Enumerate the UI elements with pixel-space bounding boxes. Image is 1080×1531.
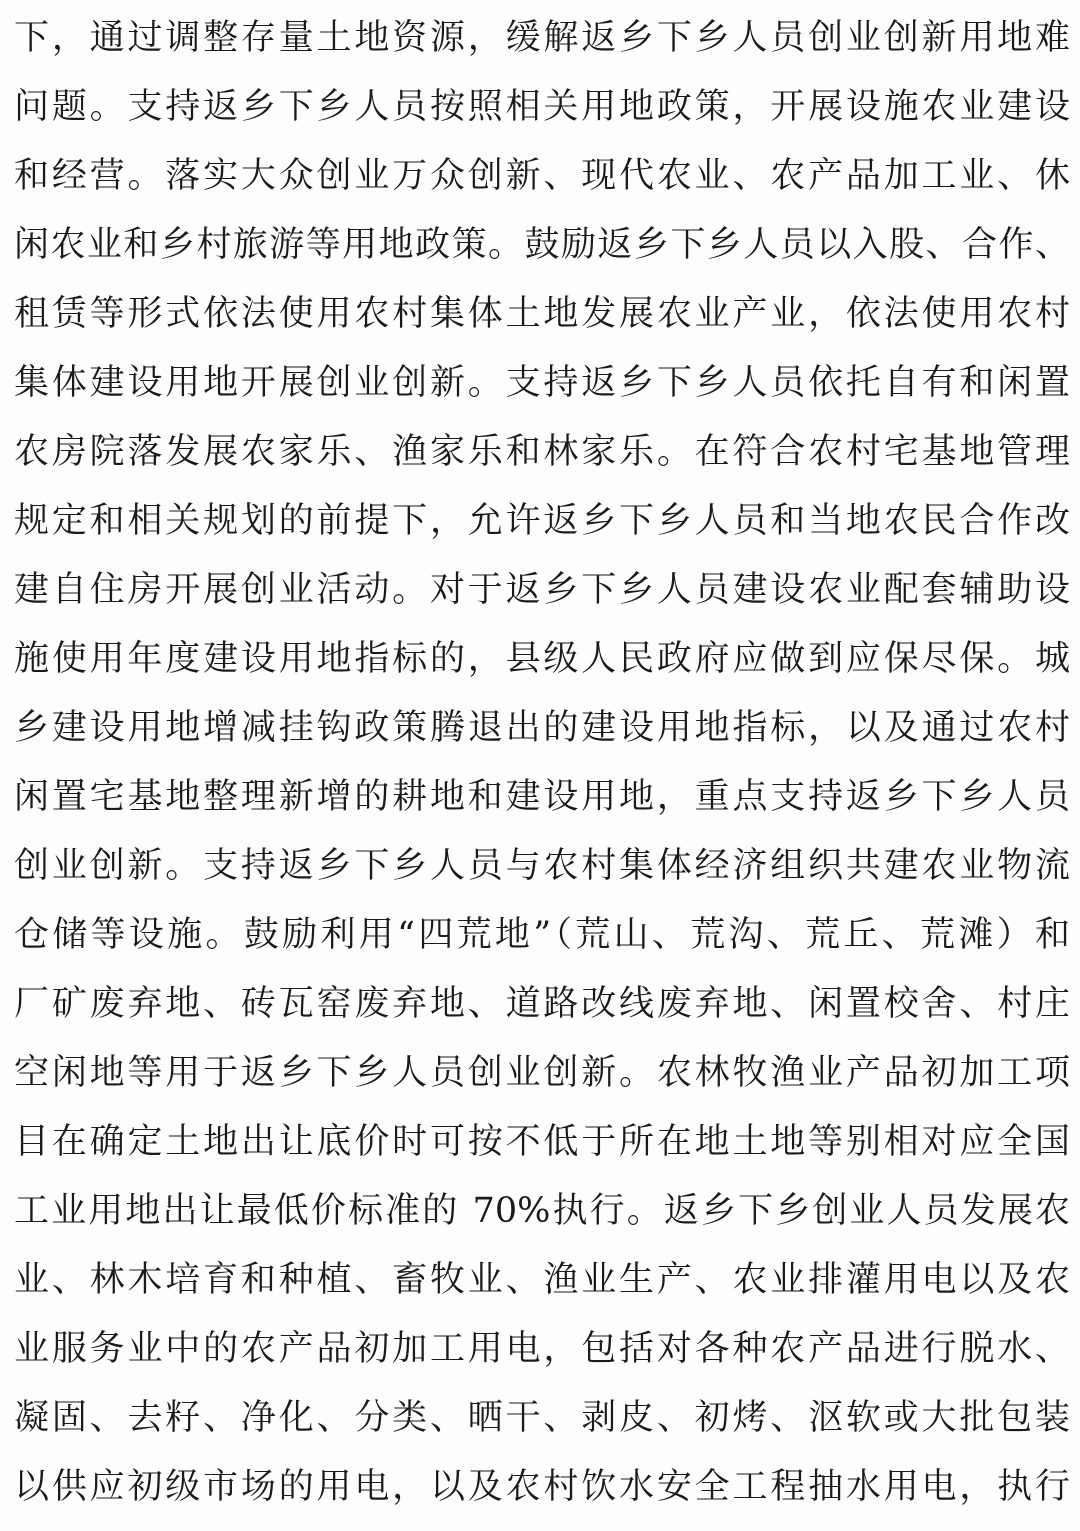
text-line-22: 以供应初级市场的用电，以及农村饮水安全工程抽水用电，执行 <box>14 1467 1070 1507</box>
text-line-8: 规定和相关规划的前提下，允许返乡下乡人员和当地农民合作改 <box>14 501 1070 541</box>
text-line-15: 厂矿废弃地、砖瓦窑废弃地、道路改线废弃地、闲置校舍、村庄 <box>14 984 1070 1024</box>
text-line-18: 工业用地出让最低价标准的 70%执行。返乡下乡创业人员发展农 <box>14 1191 1070 1231</box>
text-line-11: 乡建设用地增减挂钩政策腾退出的建设用地指标，以及通过农村 <box>14 708 1070 748</box>
text-line-13: 创业创新。支持返乡下乡人员与农村集体经济组织共建农业物流 <box>14 846 1070 886</box>
text-line-5: 租赁等形式依法使用农村集体土地发展农业产业，依法使用农村 <box>14 294 1070 334</box>
text-line-17: 目在确定土地出让底价时可按不低于所在地土地等别相对应全国 <box>14 1122 1070 1162</box>
text-line-2: 问题。支持返乡下乡人员按照相关用地政策，开展设施农业建设 <box>14 87 1070 127</box>
text-line-4: 闲农业和乡村旅游等用地政策。鼓励返乡下乡人员以入股、合作、 <box>14 225 1070 265</box>
text-line-14: 仓储等设施。鼓励利用“四荒地”（荒山、荒沟、荒丘、荒滩）和 <box>14 915 1070 955</box>
text-line-21: 凝固、去籽、净化、分类、晒干、剥皮、初烤、沤软或大批包装 <box>14 1398 1070 1438</box>
text-line-20: 业服务业中的农产品初加工用电，包括对各种农产品进行脱水、 <box>14 1329 1070 1369</box>
text-line-6: 集体建设用地开展创业创新。支持返乡下乡人员依托自有和闲置 <box>14 363 1070 403</box>
text-line-12: 闲置宅基地整理新增的耕地和建设用地，重点支持返乡下乡人员 <box>14 777 1070 817</box>
text-line-19: 业、林木培育和种植、畜牧业、渔业生产、农业排灌用电以及农 <box>14 1260 1070 1300</box>
text-line-16: 空闲地等用于返乡下乡人员创业创新。农林牧渔业产品初加工项 <box>14 1053 1070 1093</box>
text-line-7: 农房院落发展农家乐、渔家乐和林家乐。在符合农村宅基地管理 <box>14 432 1070 472</box>
text-line-9: 建自住房开展创业活动。对于返乡下乡人员建设农业配套辅助设 <box>14 570 1070 610</box>
text-line-10: 施使用年度建设用地指标的，县级人民政府应做到应保尽保。城 <box>14 639 1070 679</box>
text-line-1: 下，通过调整存量土地资源，缓解返乡下乡人员创业创新用地难 <box>14 18 1070 58</box>
text-line-3: 和经营。落实大众创业万众创新、现代农业、农产品加工业、休 <box>14 156 1070 196</box>
